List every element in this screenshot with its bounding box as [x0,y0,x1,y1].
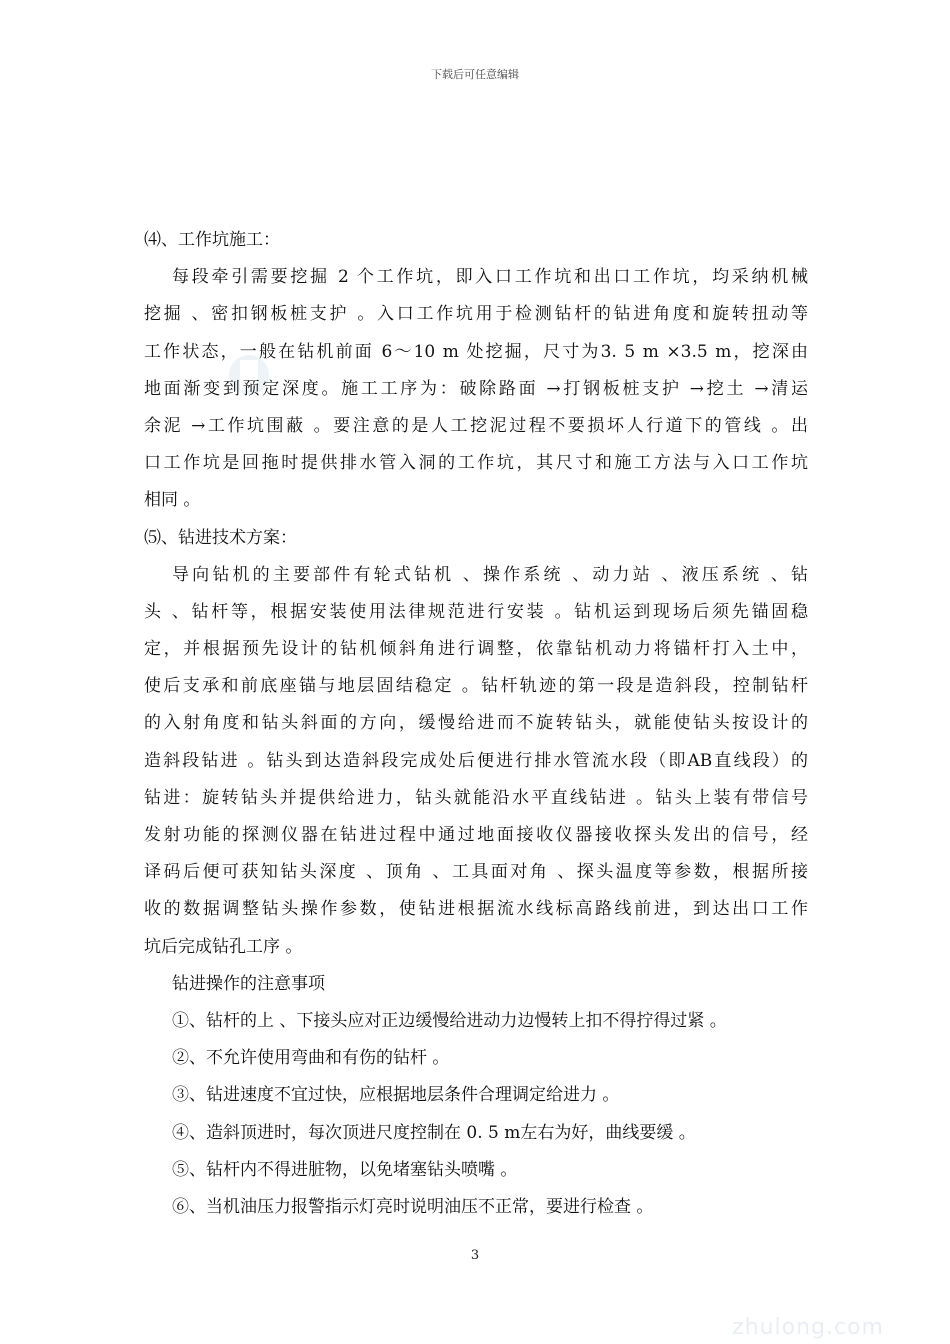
section-4-line: 口工作坑是回拖时提供排水管入洞的工作坑，其尺寸和施工方法与入口工作坑 [144,453,808,474]
section-5-line: 译码后便可获知钻头深度 、顶角 、工具面对角 、探头温度等参数，根据所接 [144,862,808,883]
notes-title: 钻进操作的注意事项 [172,973,325,994]
section-4-line: 地面渐变到预定深度。施工工序为：破除路面 →打钢板桩支护 →挖土 →清运 [144,378,808,399]
page-number: 3 [470,1248,480,1263]
section-4-line: 每段牵引需要挖掘 2 个工作坑，即入口工作坑和出口工作坑，均采纳机械 [172,267,808,288]
section-5-line: 造斜段钻进 。钻头到达造斜段完成处后便进行排水管流水段（即AB直线段）的 [144,750,808,771]
note-item: ①、钻杆的上 、下接头应对正边缓慢给进动力边慢转上扣不得拧得过紧 。 [172,1010,727,1031]
note-item: ③、钻进速度不宜过快，应根据地层条件合理调定给进力 。 [172,1085,620,1106]
section-5-line: 头 、钻杆等，根据安装使用法律规范进行安装 。钻机运到现场后须先锚固稳 [144,601,808,622]
section-5-line: 定，并根据预先设计的钻机倾斜角进行调整，依靠钻机动力将锚杆打入土中， [144,639,808,660]
document-body [144,222,808,1226]
section-4-line: 相同 。 [144,490,201,511]
note-item: ④、造斜顶进时，每次顶进尺度控制在 0. 5 m左右为好，曲线要缓 。 [172,1122,696,1143]
note-item: ⑤、钻杆内不得进脏物，以免堵塞钻头喷嘴 。 [172,1159,518,1180]
section-5-heading: ⑸、钻进技术方案： [144,527,297,548]
section-4-heading: ⑷、工作坑施工： [144,230,280,250]
section-4-line: 余泥 →工作坑围蔽 。要注意的是人工挖泥过程不要损坏人行道下的管线 。出 [144,415,808,436]
section-4-line: 挖掘 、密扣钢板桩支护 。入口工作坑用于检测钻杆的钻进角度和旋转扭动等 [144,304,808,325]
section-5-line: 发射功能的探测仪器在钻进过程中通过地面接收仪器接收探头发出的信号，经 [144,825,808,845]
section-5-line: 使后支承和前底座锚与地层固结稳定 。钻杆轨迹的第一段是造斜段，控制钻杆 [144,676,808,697]
note-item: ⑥、当机油压力报警指示灯亮时说明油压不正常，要进行检查 。 [172,1196,654,1217]
watermark-text: zhulong.com [732,1315,884,1340]
header-note: 下载后可任意编辑 [431,68,519,81]
section-5-line: 钻进：旋转钻头并提供给进力，钻头就能沿水平直线钻进 。钻头上装有带信号 [144,787,808,808]
section-5-line: 坑后完成钻孔工序 。 [144,936,303,957]
section-5-line: 收的数据调整钻头操作参数，使钻进根据流水线标高路线前进，到达出口工作 [144,899,808,920]
section-4-line: 工作状态，一般在钻机前面 6～10 m 处挖掘，尺寸为3. 5 m ×3.5 m，挖深由 [144,341,808,362]
section-5-line: 的入射角度和钻头斜面的方向，缓慢给进而不旋转钻头，就能使钻头按设计的 [144,713,808,734]
note-item: ②、不允许使用弯曲和有伤的钻杆 。 [172,1048,450,1069]
section-5-line: 导向钻机的主要部件有轮式钻机 、操作系统 、动力站 、液压系统 、钻 [172,564,808,585]
